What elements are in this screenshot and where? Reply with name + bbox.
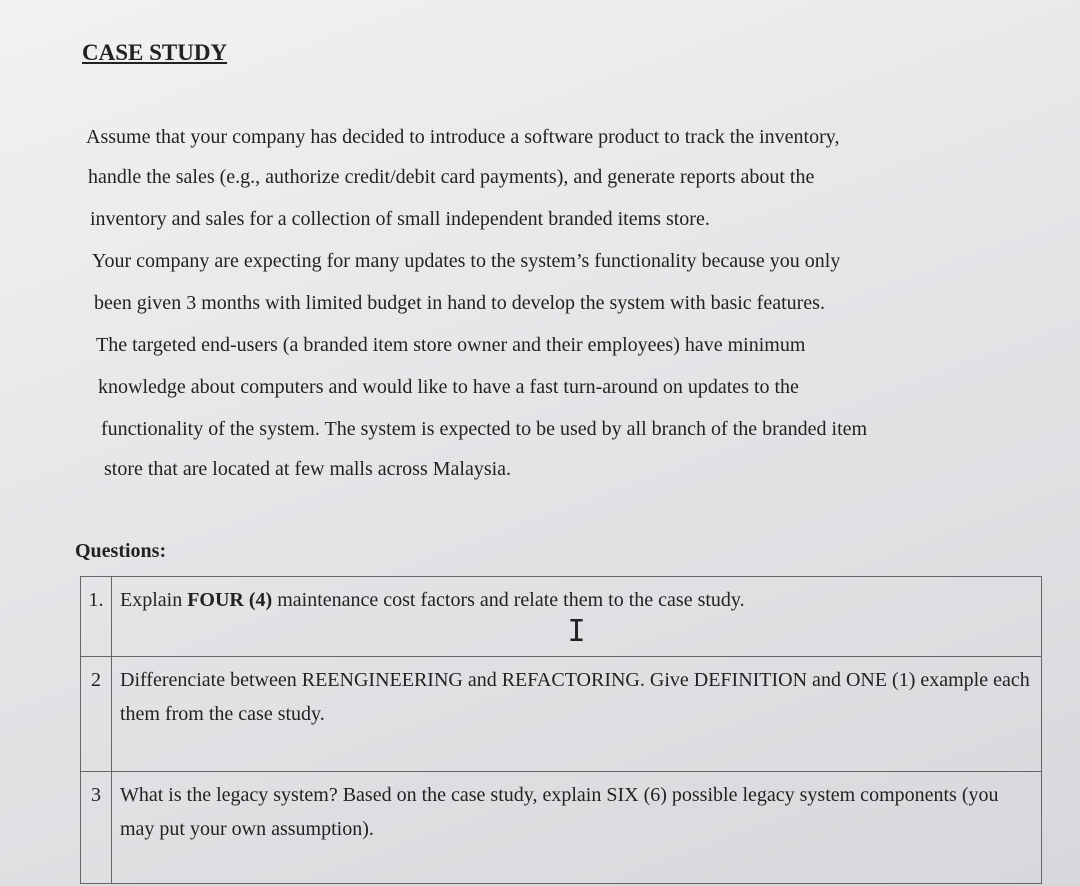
question-number: 3	[81, 772, 112, 884]
paragraph-line: knowledge about computers and would like to have a fast turn-around on updates to the	[98, 376, 799, 398]
questions-heading: Questions:	[75, 540, 167, 562]
paragraph-line: handle the sales (e.g., authorize credit/debit card payments), and generate reports about the	[88, 166, 815, 188]
question-text-part: maintenance cost factors and relate them to the case study.	[272, 589, 745, 611]
question-row	[81, 657, 1042, 772]
questions-table	[80, 576, 1042, 884]
paragraph-line: The targeted end-users (a branded item store owner and their employees) have minimum	[96, 334, 806, 356]
text-cursor-icon: I	[567, 614, 586, 649]
paragraph-line: Your company are expecting for many updates to the system’s functionality because you only	[92, 250, 841, 272]
question-number: 2	[81, 657, 112, 772]
paragraph-line: functionality of the system. The system is expected to be used by all branch of the branded item	[101, 418, 868, 440]
question-text-part: Explain	[120, 589, 188, 611]
paragraph-line: store that are located at few malls across Malaysia.	[104, 458, 512, 480]
question-row	[81, 577, 1042, 657]
question-text: What is the legacy system? Based on the case study, explain SIX (6) possible legacy system components (you may put your own assumption).	[112, 772, 1042, 884]
question-emphasis: FOUR (4)	[187, 589, 273, 611]
question-text: Differenciate between REENGINEERING and REFACTORING. Give DEFINITION and ONE (1) example each them from the case study.	[112, 657, 1042, 772]
paragraph-line: Assume that your company has decided to introduce a software product to track the inventory,	[86, 126, 840, 148]
paragraph-line: been given 3 months with limited budget in hand to develop the system with basic features.	[94, 292, 825, 314]
question-row	[81, 772, 1042, 884]
paragraph-line: inventory and sales for a collection of small independent branded items store.	[90, 208, 710, 230]
question-number: 1.	[81, 577, 112, 657]
question-text	[112, 577, 1042, 657]
page-title: CASE STUDY	[82, 40, 228, 65]
